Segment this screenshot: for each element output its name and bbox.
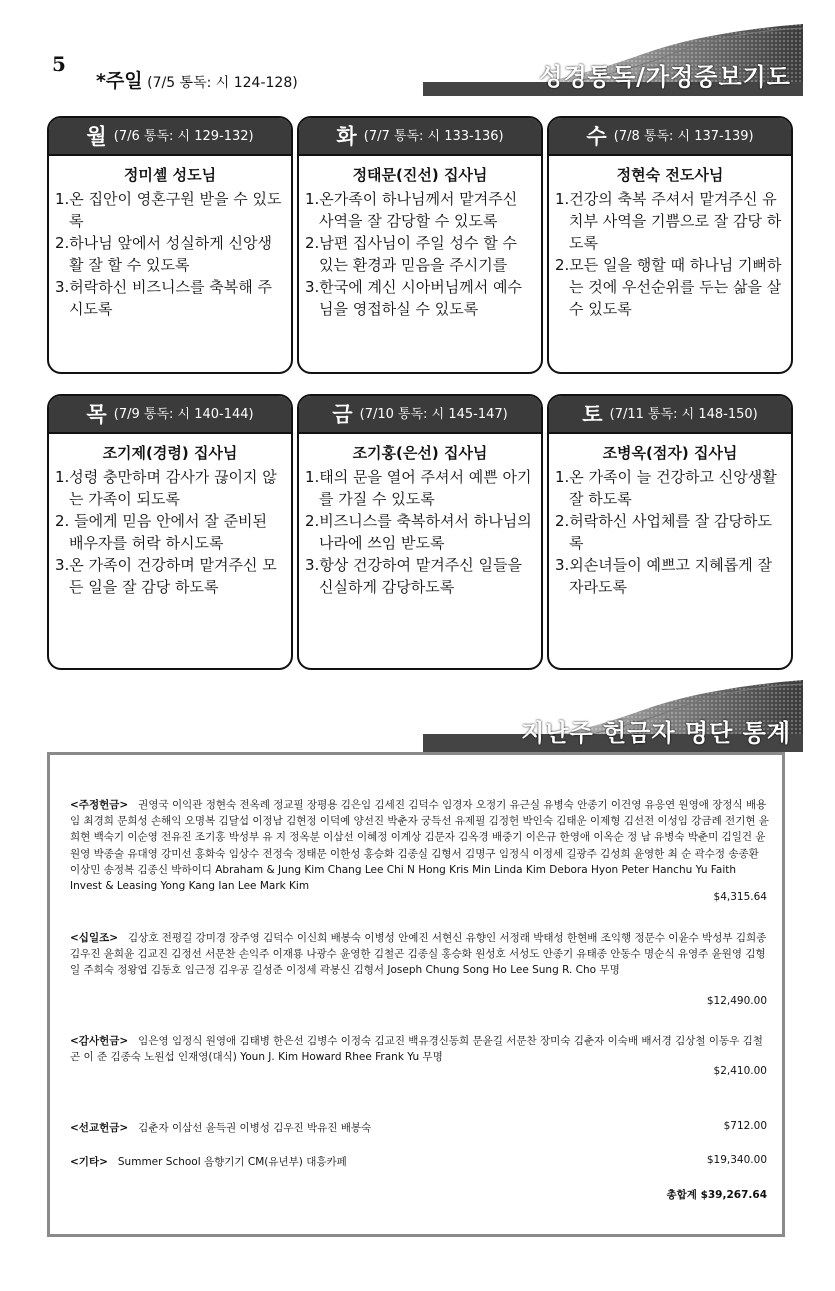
card-name: 조병옥(점자) 집사님 [602,444,738,462]
prayer-list [549,466,791,598]
prayer-card-sat [547,394,793,670]
offering-label: <주정헌금> [70,799,129,811]
page-number: 5 [52,52,66,76]
offering-names: 임은영 임정식 원영애 김태병 한은선 김병수 이정숙 김교진 백유경신동희 문윤길 서문찬 장미숙 김춘자 이숙배 배서경 김상철 이동우 김철곤 이 준 김종숙 노원섭 인재영(대식) Youn J. Kim Howard Rhee Frank Yu 무명 [70,1035,763,1064]
prayer-list [49,466,291,598]
card-header [299,396,541,434]
offering-other-section [70,1154,770,1170]
prayer-item: 1.온가족이 하나님께서 맡겨주신 사역을 잘 감당할 수 있도록 [305,190,518,230]
card-day: 월 [86,124,107,149]
offering-banner-title: 지난주 헌금자 명단 통계 [521,718,791,747]
sunday-reading [96,66,298,93]
prayer-card-wed [547,116,793,374]
offering-amount: $12,490.00 [706,995,767,1007]
prayer-item: 1.온 집안이 영혼구원 받을 수 있도록 [55,190,282,230]
prayer-item: 2.모든 일을 행할 때 하나님 기뻐하는 것에 우선순위를 두는 삶을 살 수 있도록 [555,256,782,318]
offering-label: <기타> [70,1156,108,1168]
card-day: 수 [586,124,607,149]
prayer-card-fri [297,394,543,670]
offering-amount: $4,315.64 [713,891,767,903]
offering-mission-section [70,1120,770,1136]
prayer-item: 2.비즈니스를 축복하셔서 하나님의 나라에 쓰임 받도록 [305,512,532,552]
offering-amount: $712.00 [723,1120,767,1132]
card-name: 정현숙 전도사님 [616,166,724,184]
prayer-list [299,466,541,598]
prayer-card-thu [47,394,293,670]
prayer-banner-title: 성경통독/가정중보기도 [539,62,791,91]
prayer-list [49,188,291,320]
prayer-item: 3.항상 건강하여 맡겨주신 일들을 신실하게 감당하도록 [305,556,522,596]
prayer-list [299,188,541,320]
card-day: 토 [582,402,603,427]
prayer-item: 1.태의 문을 열어 주셔서 예쁜 아기를 가질 수 있도록 [305,468,532,508]
prayer-item: 2.허락하신 사업체를 잘 감당하도록 [555,512,772,552]
card-header [549,396,791,434]
prayer-item: 3.허락하신 비즈니스를 축복해 주시도록 [55,278,272,318]
card-name: 조기제(경령) 집사님 [102,444,238,462]
offering-amount: $2,410.00 [713,1065,767,1077]
prayer-item: 2.하나님 앞에서 성실하게 신앙생활 잘 할 수 있도록 [55,234,272,274]
offering-label: <감사헌금> [70,1035,129,1047]
prayer-item: 2. 들에게 믿음 안에서 잘 준비된 배우자를 허락 하시도록 [55,512,268,552]
card-day: 금 [332,402,353,427]
offering-label: <십일조> [70,932,119,944]
prayer-card-mon [47,116,293,374]
sunday-reading-text: (7/5 통독: 시 124-128) [147,75,298,91]
card-reading: (7/8 통독: 시 137-139) [613,128,754,144]
offering-names: 김춘자 이삼선 윤득권 이병성 김우진 박유진 배봉숙 [138,1122,372,1134]
sunday-label: *주일 [96,70,143,92]
offering-total: 총합계 $39,267.64 [666,1189,767,1201]
offering-amount: $19,340.00 [706,1154,767,1166]
offering-names: Summer School 음향기기 CM(유년부) 대흥카페 [117,1156,347,1168]
card-header [49,396,291,434]
card-name: 조기홍(은선) 집사님 [352,444,488,462]
prayer-item: 3.온 가족이 건강하며 맡겨주신 모든 일을 잘 감당 하도록 [55,556,277,596]
card-header [49,118,291,156]
card-reading: (7/11 통독: 시 148-150) [609,406,758,422]
card-name: 정태문(진선) 집사님 [352,166,488,184]
prayer-item: 1.건강의 축복 주셔서 맡겨주신 유치부 사역을 기쁨으로 잘 감당 하도록 [555,190,782,252]
prayer-list [549,188,791,320]
prayer-item: 1.온 가족이 늘 건강하고 신앙생활 잘 하도록 [555,468,777,508]
card-reading: (7/6 통독: 시 129-132) [113,128,254,144]
card-header [299,118,541,156]
offering-names: 김상호 전평길 강미경 장주영 김덕수 이신희 배봉숙 이병성 안예진 서현신 유향인 서정래 박태성 한현배 조익행 정문수 이윤수 박성부 김희종 김우진 윤희윤 김교진 김정선 서문찬 손익주 이재룡 나광수 윤영한 김철곤 김종실 홍승화 원성호 서성도 안종기 유태종 안동수 명순식 유영주 윤원영 김형일 주희숙 정왕엽 김동호 임근정 김우공 길성준 이정세 곽봉신 김형서 Joseph Chung Song Ho Lee Sung R. Cho 무명 [70,932,767,977]
offering-thanks-section [70,1033,770,1065]
card-reading: (7/10 통독: 시 145-147) [359,406,508,422]
offering-label: <선교헌금> [70,1122,129,1134]
prayer-item: 2.남편 집사님이 주일 성수 할 수 있는 환경과 믿음을 주시기를 [305,234,518,274]
card-day: 화 [336,124,357,149]
offering-tithe-section [70,797,770,894]
offering-banner [423,680,803,752]
card-name: 정미셸 성도님 [123,166,217,184]
prayer-item: 1.성령 충만하며 감사가 끊이지 않는 가족이 되도록 [55,468,277,508]
prayer-banner [423,24,803,96]
offering-names: 권영국 이익관 정현숙 전옥례 정교필 장평용 김은임 김세진 김덕수 임경자 오정기 유근실 유병숙 안종기 이건영 유응연 원영애 장정식 배용임 최경희 문희성 손해익 오명복 김달섭 이정남 김현정 이덕예 양선진 박춘자 궁득선 유제필 김정헌 박인숙 김태운 이제형 김선전 이성임 강금례 전기현 윤희현 백숙기 이순영 전유진 조기홍 박성부 유 지 정옥분 이삼선 이혜정 이계상 김문자 김옥경 배중기 이은규 한영애 이옥순 정 남 유병숙 박춘미 김일건 윤원영 박종술 유대영 강미선 홍화숙 임상수 전정숙 정태문 이한성 홍승화 김종실 김형서 김명구 임정식 이정세 길광주 김성희 윤영한 최 순 곽수정 송종환 이상민 송정복 김종신 박하이디 Abraham & Jung Kim Chang Lee Chi N Hong Kris Min Linda Kim Debora Hyon Peter Hanchu Yu Faith Invest & Leasing Yong Kang Ian Lee Mark Kim [70,799,769,893]
card-header [549,118,791,156]
card-day: 목 [86,402,107,427]
prayer-card-tue [297,116,543,374]
prayer-item: 3.외손녀들이 예쁘고 지혜롭게 잘 자라도록 [555,556,772,596]
card-reading: (7/9 통독: 시 140-144) [113,406,254,422]
card-reading: (7/7 통독: 시 133-136) [363,128,504,144]
offering-tenth-section [70,930,770,979]
prayer-item: 3.한국에 계신 시아버님께서 예수님을 영접하실 수 있도록 [305,278,522,318]
